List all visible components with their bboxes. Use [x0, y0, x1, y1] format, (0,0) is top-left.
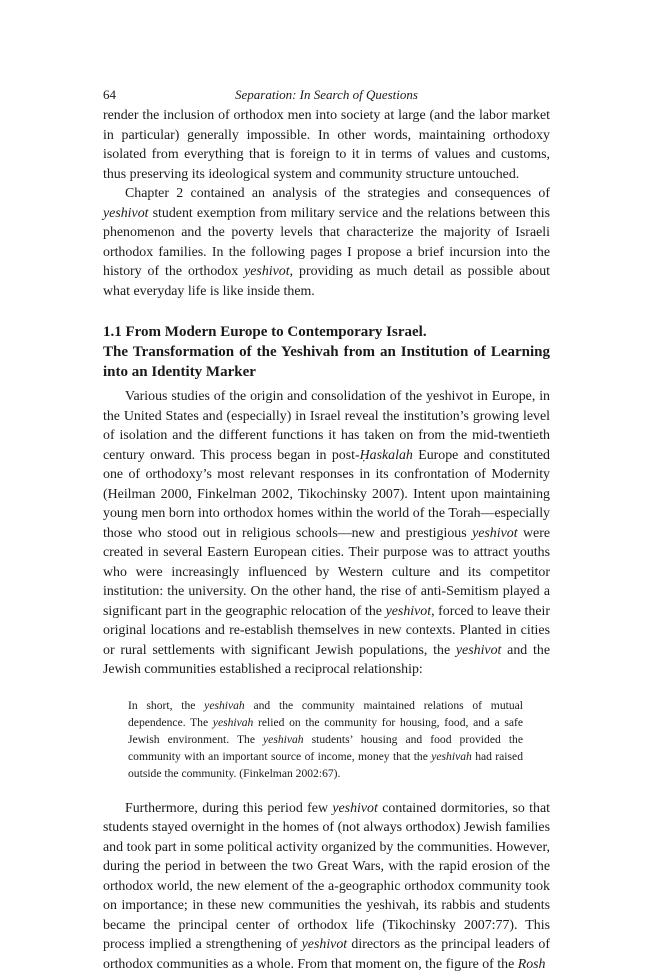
- text-run: student exemption from military service and the relations between this phenomenon and the poverty levels that characterize the majority of Israeli orthodox families. In the following pages I propose a brief incursion into the history of the orthodox: [103, 206, 550, 280]
- italic-term: yeshivot: [302, 937, 348, 952]
- book-page: [103, 84, 550, 974]
- text-run: Various studies of the origin and consolidation of the yeshivot in Europe, in the United States and (especially) in Israel reveal the institution’s growing level of isolation and the different functions it has taken on from the mid-twentieth century onward. This process began in post-: [103, 389, 550, 463]
- text-run: contained dormitories, so that students stayed overnight in the homes of (not always orthodox) Jewish families and took part in some political activity organized by the communities. However, during the period in between the two Great Wars, with the rapid erosion of the orthodox world, the new element of the a-geographic orthodox community took on importance; in these new communities the yeshivah, its rabbis and students became the principal center of orthodox life (Tikochinsky 2007:77). This process implied a strengthening of: [103, 801, 550, 953]
- block-quote: [128, 697, 523, 782]
- text-run: and the community maintained relations of mutual dependence. The: [128, 699, 523, 729]
- italic-term: yeshivah: [204, 699, 245, 712]
- italic-term: yeshivot: [244, 264, 290, 279]
- text-run: students’ housing and food provided the community with an important source of income, money that the: [128, 733, 523, 763]
- section-heading-line-1: 1.1 From Modern Europe to Contemporary Israel.: [103, 322, 550, 342]
- text-run: Furthermore, during this period few: [125, 801, 332, 816]
- section-heading: [103, 322, 550, 382]
- text-run: and the Jewish communities established a reciprocal relationship:: [103, 643, 550, 678]
- italic-term: yeshivot: [456, 643, 502, 658]
- main-text: [103, 106, 550, 680]
- paragraph-various-studies: [103, 387, 550, 680]
- italic-term: Ḥaskalah: [360, 448, 413, 463]
- paragraph-furthermore: [103, 799, 550, 974]
- paragraph-continuation: render the inclusion of orthodox men into society at large (and the labor market in particular) generally impossible. In other words, maintaining orthodoxy isolated from everything that is foreign to it in terms of values and customs, thus preserving its ideological system and community structure untouched.: [103, 106, 550, 184]
- paragraph-chapter-2: [103, 184, 550, 301]
- running-header: [103, 84, 550, 106]
- italic-term: yeshivah: [431, 750, 472, 763]
- italic-term: Rosh: [518, 957, 546, 972]
- italic-term: yeshivah: [213, 716, 254, 729]
- text-run: had raised outside the community. (Finkelman 2002:67).: [128, 750, 523, 780]
- section-heading-line-2: The Transformation of the Yeshivah from an Institution of Learning into an Identity Marker: [103, 342, 550, 382]
- italic-term: yeshivot: [386, 604, 432, 619]
- text-run: relied on the community for housing, food, and a safe Jewish environment. The: [128, 716, 523, 746]
- text-run: , forced to leave their original locations and re-establish themselves in new contexts. Planted in cities or rural settlements with significant Jewish populations, the: [103, 604, 550, 658]
- running-title: Separation: In Search of Questions: [103, 84, 550, 106]
- italic-term: yeshivot: [332, 801, 378, 816]
- italic-term: yeshivot: [472, 526, 518, 541]
- text-run: , providing as much detail as possible about what everyday life is like inside them.: [103, 264, 550, 299]
- text-run: Chapter 2 contained an analysis of the strategies and consequences of: [125, 186, 550, 201]
- italic-term: yeshivot: [103, 206, 149, 221]
- main-text-continued: [103, 799, 550, 974]
- text-run: In short, the: [128, 699, 204, 712]
- page-number: 64: [103, 84, 116, 106]
- text-run: Europe and constituted one of orthodoxy’s most relevant responses in its confrontation of Modernity (Heilman 2000, Finkelman 2002, Tikochinsky 2007). Intent upon maintaining young men born into orthodox homes within the world of the Torah—especially those who stood out in religious schools—new and prestigious: [103, 448, 550, 541]
- text-run: were created in several Eastern European cities. Their purpose was to attract youths who were increasingly influenced by Western culture and its competitor institution: the university. On the other hand, the rise of anti-Semitism played a significant part in the geographic relocation of the: [103, 526, 550, 619]
- text-run: directors as the principal leaders of orthodox communities as a whole. From that moment on, the figure of the: [103, 937, 550, 972]
- italic-term: yeshivah: [263, 733, 304, 746]
